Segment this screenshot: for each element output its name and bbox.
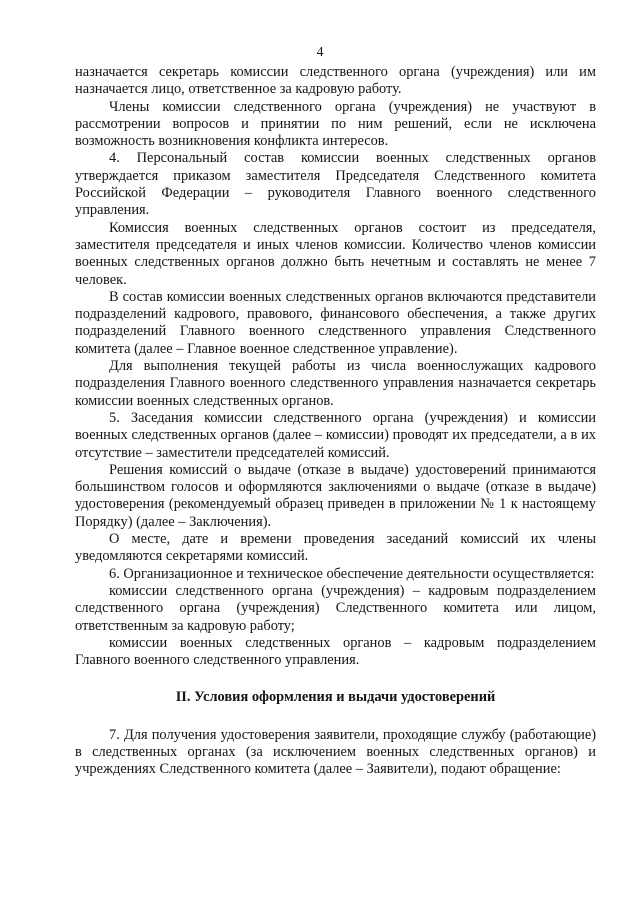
paragraph-notification: О месте, дате и времени проведения заседаний комиссий их члены уведомляются секретарями комиссий. [75,531,596,565]
paragraph-item-6: 6. Организационное и техническое обеспечение деятельности осуществляется: [109,565,595,582]
paragraph-commission-composition: Комиссия военных следственных органов состоит из председателя, заместителя председателя и иных членов комиссии. Количество членов комиссии военных следственных органов должно быть нечетным и составлять не менее 7 человек. [75,219,596,288]
paragraph-members-conflict: Члены комиссии следственного органа (учреждения) не участвуют в рассмотрении вопросов и принятии по ним решений, если не исключена возможность возникновения конфликта интересов. [75,98,596,150]
paragraph-item-4: 4. Персональный состав комиссии военных следственных органов утверждается приказом заместителя Председателя Следственного комитета Российской Федерации – руководителя Главного военного следственного управления. [75,150,596,219]
paragraph-item-7: 7. Для получения удостоверения заявители, проходящие службу (работающие) в следственных органах (за исключением военных следственных органов) и учреждениях Следственного комитета (далее – Заявители), подают обращение: [75,726,596,778]
document-body [75,64,596,779]
paragraph-decisions: Решения комиссий о выдаче (отказе в выдаче) удостоверений принимаются большинством голосов и оформляются заключениями о выдаче (отказе в выдаче) удостоверения (рекомендуемый образец приведен в приложении № 1 к настоящему Порядку) (далее – Заключения). [75,461,596,530]
paragraph-support-investigative: комиссии следственного органа (учреждения) – кадровым подразделением следственного органа (учреждения) Следственного комитета или лицом, ответственным за кадровую работу; [75,582,596,634]
section-heading: II. Условия оформления и выдачи удостоверений [175,689,496,706]
paragraph-item-5: 5. Заседания комиссии следственного органа (учреждения) и комиссии военных следственных органов (далее – комиссии) проводят их председатели, а в их отсутствие – заместители председателей комиссий. [75,409,596,461]
paragraph-support-military: комиссии военных следственных органов – кадровым подразделением Главного военного следственного управления. [75,634,596,669]
paragraph-secretary: Для выполнения текущей работы из числа военнослужащих кадрового подразделения Главного военного следственного управления назначается секретарь комиссии военных следственных органов. [75,358,596,409]
page-number: 4 [316,45,324,60]
paragraph-commission-members: В состав комиссии военных следственных органов включаются представители подразделений кадрового, правового, финансового обеспечения, а также других подразделений Главного военного следственного управления Следственного комитета (далее – Главное военное следственное управление). [75,288,596,357]
paragraph-continuation: назначается секретарь комиссии следственного органа (учреждения) или им назначается лицо, ответственное за кадровую работу. [75,64,596,98]
